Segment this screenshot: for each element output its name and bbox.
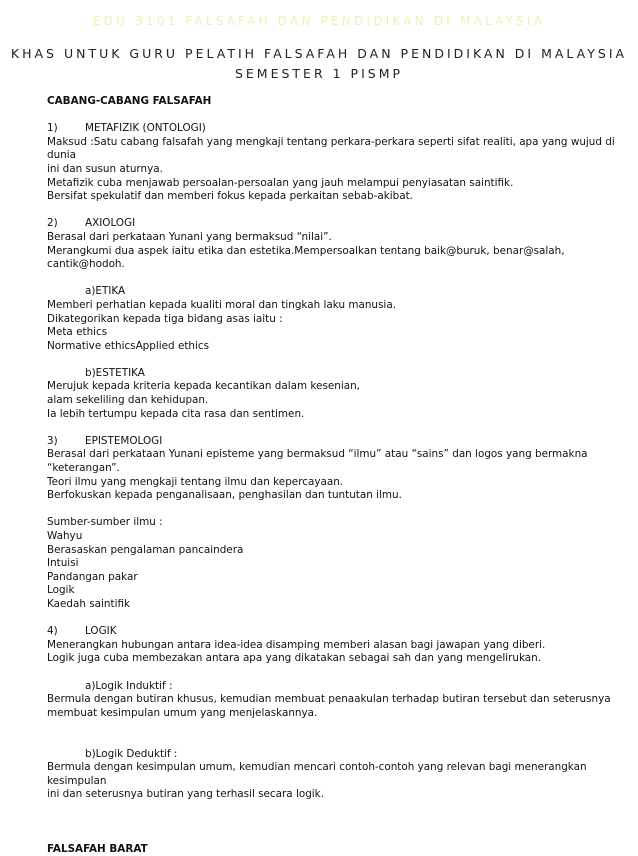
list-item: Pandangan pakar: [47, 570, 138, 583]
subsection-number: 4): [47, 625, 58, 638]
subsection-number: 1): [47, 122, 58, 135]
subsection-title: AXIOLOGI: [85, 217, 136, 230]
subsection-number: 2): [47, 217, 58, 230]
paragraph-line: Merangkumi dua aspek iaitu etika dan estetika.Mempersoalkan tentang baik@buruk, benar@salah, cantik@hodoh.: [47, 244, 565, 271]
sub-heading-etika: a)ETIKA: [85, 285, 126, 298]
paragraph-line: Bermula dengan butiran khusus, kemudian membuat penaakulan terhadap butiran tersebut dan seterusnya: [47, 693, 611, 706]
paragraph-line: Bermula dengan kesimpulan umum, kemudian mencari contoh-contoh yang relevan bagi menerangkan kesimpulan: [47, 761, 587, 787]
paragraph-line: ini dan susun aturnya.: [47, 162, 163, 175]
paragraph-line: Maksud :Satu cabang falsafah yang mengkaji tentang perkara-perkara seperti sifat realiti, apa yang wujud di dunia: [47, 135, 615, 162]
list-item: Intuisi: [47, 557, 79, 570]
subsection-axiologi: [47, 217, 627, 231]
paragraph-line: Memberi perhatian kepada kualiti moral dan tingkah laku manusia.: [47, 298, 396, 311]
section-heading: CABANG-CABANG FALSAFAH: [47, 95, 212, 107]
subsection-title: EPISTEMOLOGI: [85, 434, 163, 447]
subsection-logik: [47, 625, 627, 639]
paragraph-line: “keterangan”.: [47, 462, 120, 475]
subsection-title: METAFIZIK (ONTOLOGI): [85, 122, 206, 135]
sub-heading-induktif: a)Logik Induktif :: [85, 679, 173, 692]
paragraph-line: Dikategorikan kepada tiga bidang asas iaitu :: [47, 312, 283, 325]
document-title: KHAS UNTUK GURU PELATIH FALSAFAH DAN PENDIDIKAN DI MALAYSIA: [10, 46, 628, 61]
paragraph-line: membuat kesimpulan umum yang menjelaskannya.: [47, 706, 318, 719]
subsection-title: LOGIK: [85, 625, 117, 638]
paragraph-line: Berasal dari perkataan Yunani yang bermaksud “nilai”.: [47, 230, 332, 243]
paragraph-line: Logik juga cuba membezakan antara apa yang dikatakan sebagai sah dan yang mengelirukan.: [47, 652, 542, 665]
paragraph-line: Berfokuskan kepada penganalisaan, penghasilan dan tuntutan ilmu.: [47, 489, 402, 502]
paragraph-line: Normative ethicsApplied ethics: [47, 339, 210, 352]
document-body: [47, 95, 627, 856]
section-heading-falsafah-barat: FALSAFAH BARAT: [47, 842, 148, 855]
semester-title: SEMESTER 1 PISMP: [234, 66, 404, 81]
list-item: Kaedah saintifik: [47, 597, 131, 610]
paragraph-line: Menerangkan hubungan antara idea-idea disamping memberi alasan bagi jawapan yang diberi.: [47, 638, 546, 651]
list-item: Logik: [47, 584, 75, 597]
subsection-metafizik: [47, 122, 627, 136]
paragraph-line: Meta ethics: [47, 326, 108, 339]
sources-heading: Sumber-sumber ilmu :: [47, 516, 163, 529]
subsection-number: 3): [47, 434, 58, 447]
sub-heading-deduktif: b)Logik Deduktif :: [85, 747, 178, 760]
paragraph-line: Merujuk kepada kriteria kepada kecantikan dalam kesenian,: [47, 380, 360, 393]
paragraph-line: Teori ilmu yang mengkaji tentang ilmu dan kepercayaan.: [47, 475, 344, 488]
paragraph-line: Berasal dari perkataan Yunani episteme yang bermaksud “ilmu” atau “sains” dan logos yang bermakna: [47, 448, 588, 461]
course-title: EDU 3101 FALSAFAH DAN PENDIDIKAN DI MALAYSIA: [92, 14, 546, 28]
list-item: Berasaskan pengalaman pancaindera: [47, 543, 244, 556]
subsection-epistemologi: [47, 435, 627, 449]
sub-heading-estetika: b)ESTETIKA: [85, 366, 145, 379]
paragraph-line: alam sekeliling dan kehidupan.: [47, 394, 209, 407]
paragraph-line: Bersifat spekulatif dan memberi fokus kepada perkaitan sebab-akibat.: [47, 190, 413, 203]
paragraph-line: ini dan seterusnya butiran yang terhasil secara logik.: [47, 788, 325, 801]
paragraph-line: Ia lebih tertumpu kepada cita rasa dan sentimen.: [47, 407, 305, 420]
list-item: Wahyu: [47, 530, 83, 542]
paragraph-line: Metafizik cuba menjawab persoalan-persoalan yang jauh melampui penyiasatan saintifik.: [47, 176, 514, 189]
